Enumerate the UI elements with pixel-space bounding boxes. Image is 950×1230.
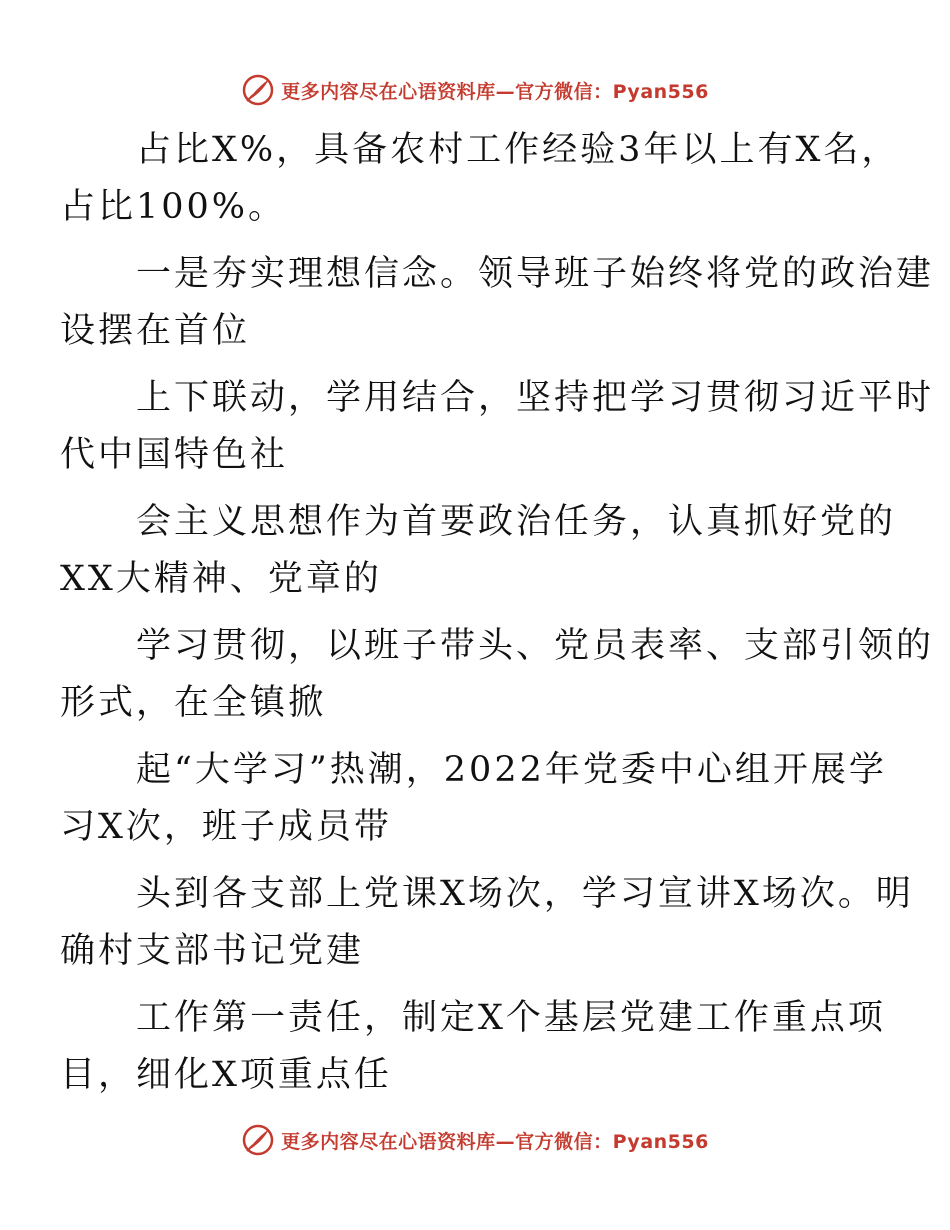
paragraph: [60, 122, 900, 236]
quill-logo-icon: [241, 73, 275, 107]
paragraph-line: 目，细化X项重点任: [60, 1055, 392, 1095]
footer-banner: [0, 1120, 950, 1160]
paragraph: [60, 866, 914, 980]
paragraph: [60, 618, 935, 732]
banner-text: 更多内容尽在心语资料库—官方微信：Pyan556: [281, 1130, 709, 1153]
paragraph-line: XX大精神、党章的: [60, 559, 382, 599]
banner-text: 更多内容尽在心语资料库—官方微信：Pyan556: [281, 80, 709, 103]
paragraph: [60, 370, 935, 484]
paragraph-line: 一是夯实理想信念。领导班子始终将党的政治建: [136, 254, 935, 294]
paragraph-line: 学习贯彻，以班子带头、党员表率、支部引领的: [136, 626, 935, 666]
paragraph-line: 起“大学习”热潮，2022年党委中心组开展学: [136, 750, 887, 790]
paragraph-line: 占比100%。: [60, 187, 287, 227]
paragraph-line: 头到各支部上党课X场次，学习宣讲X场次。明: [136, 874, 914, 914]
document-body: [60, 122, 935, 1104]
paragraph-line: 习X次，班子成员带: [60, 807, 392, 847]
paragraph-line: 上下联动，学用结合，坚持把学习贯彻习近平时: [136, 378, 935, 418]
paragraph-line: 占比X%，具备农村工作经验3年以上有X名，: [136, 130, 900, 170]
paragraph-line: 工作第一责任，制定X个基层党建工作重点项: [136, 998, 886, 1038]
paragraph-line: 设摆在首位: [60, 311, 251, 351]
quill-logo-icon: [241, 1123, 275, 1157]
paragraph-line: 会主义思想作为首要政治任务，认真抓好党的: [136, 502, 897, 542]
paragraph-line: 代中国特色社: [60, 435, 289, 475]
header-banner: [0, 70, 950, 110]
paragraph: [60, 990, 886, 1104]
paragraph-line: 形式，在全镇掀: [60, 683, 327, 723]
paragraph: [60, 742, 887, 856]
paragraph: [60, 494, 897, 608]
paragraph: [60, 246, 935, 360]
paragraph-line: 确村支部书记党建: [60, 931, 365, 971]
